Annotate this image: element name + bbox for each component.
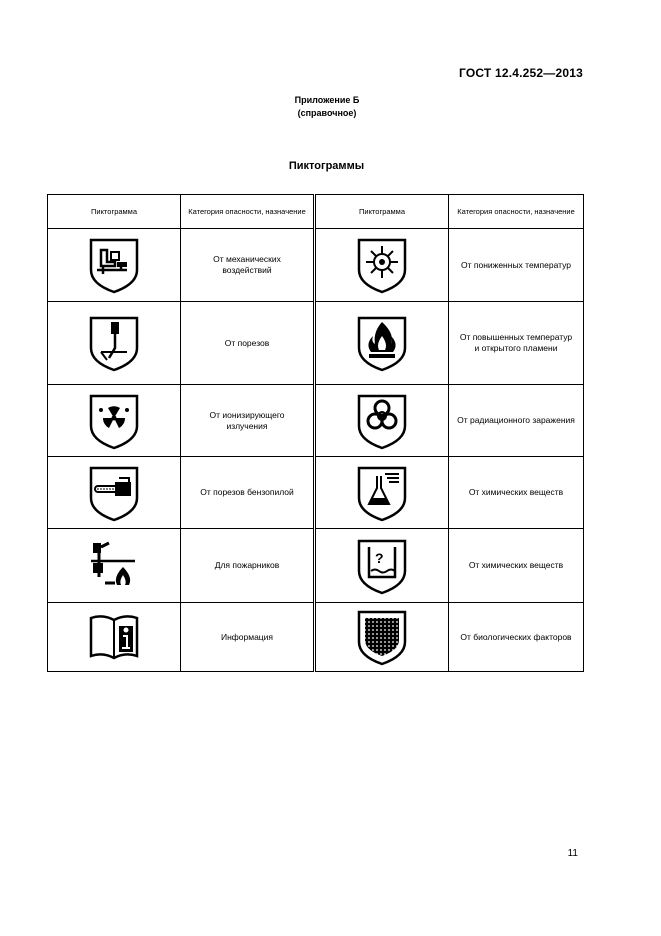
table-row (48, 529, 584, 603)
radioactive-contamination-icon (355, 392, 409, 450)
chainsaw-icon (87, 464, 141, 522)
pictogram-cell (48, 229, 181, 302)
information-book-icon (87, 608, 141, 666)
mechanical-hazard-icon (87, 236, 141, 294)
cold-hazard-icon (355, 236, 409, 294)
category-cell: От радиационного заражения (449, 385, 584, 457)
pictogram-cell (315, 302, 449, 385)
cut-hazard-icon (87, 314, 141, 372)
category-cell: От химических веществ (449, 457, 584, 529)
category-cell: От повышенных температур и открытого пламени (449, 302, 584, 385)
appendix-subtitle: (справочное) (297, 108, 357, 118)
heat-flame-icon (355, 314, 409, 372)
column-header: Категория опасности, назначение (181, 195, 315, 229)
pictogram-cell (315, 529, 449, 603)
column-header: Пиктограмма (315, 195, 449, 229)
category-cell: От порезов бензопилой (181, 457, 315, 529)
pictogram-cell (315, 229, 449, 302)
table-header-row (48, 195, 584, 229)
appendix-heading (0, 94, 661, 120)
table-row (48, 603, 584, 672)
pictogram-cell (315, 603, 449, 672)
page-number: 11 (567, 848, 578, 859)
category-cell: От биологических факторов (449, 603, 584, 672)
section-title: Пиктограммы (288, 160, 365, 172)
category-cell: От ионизирующего излучения (181, 385, 315, 457)
column-header: Пиктограмма (48, 195, 181, 229)
category-cell: От химических веществ (449, 529, 584, 603)
firefighter-icon (87, 537, 141, 595)
ionizing-radiation-icon (87, 392, 141, 450)
pictogram-cell (48, 302, 181, 385)
category-cell: Для пожарников (181, 529, 315, 603)
table-row (48, 385, 584, 457)
pictogram-cell (48, 385, 181, 457)
appendix-title: Приложение Б (294, 95, 360, 105)
category-cell: От механических воздействий (181, 229, 315, 302)
biological-hazard-icon (355, 608, 409, 666)
category-cell: От порезов (181, 302, 315, 385)
pictogram-cell (48, 603, 181, 672)
pictogram-cell (48, 457, 181, 529)
table-row (48, 457, 584, 529)
column-header: Категория опасности, назначение (449, 195, 584, 229)
svg-text:?: ? (375, 549, 384, 566)
pictogram-cell (315, 457, 449, 529)
standard-number: ГОСТ 12.4.252—2013 (458, 66, 583, 80)
table-row (48, 302, 584, 385)
pictogram-table (47, 194, 584, 672)
category-cell: Информация (181, 603, 315, 672)
chemical-liquid-icon (355, 537, 409, 595)
table-row (48, 229, 584, 302)
pictogram-cell (315, 385, 449, 457)
category-cell: От пониженных температур (449, 229, 584, 302)
pictogram-cell (48, 529, 181, 603)
chemical-hazard-icon (355, 464, 409, 522)
